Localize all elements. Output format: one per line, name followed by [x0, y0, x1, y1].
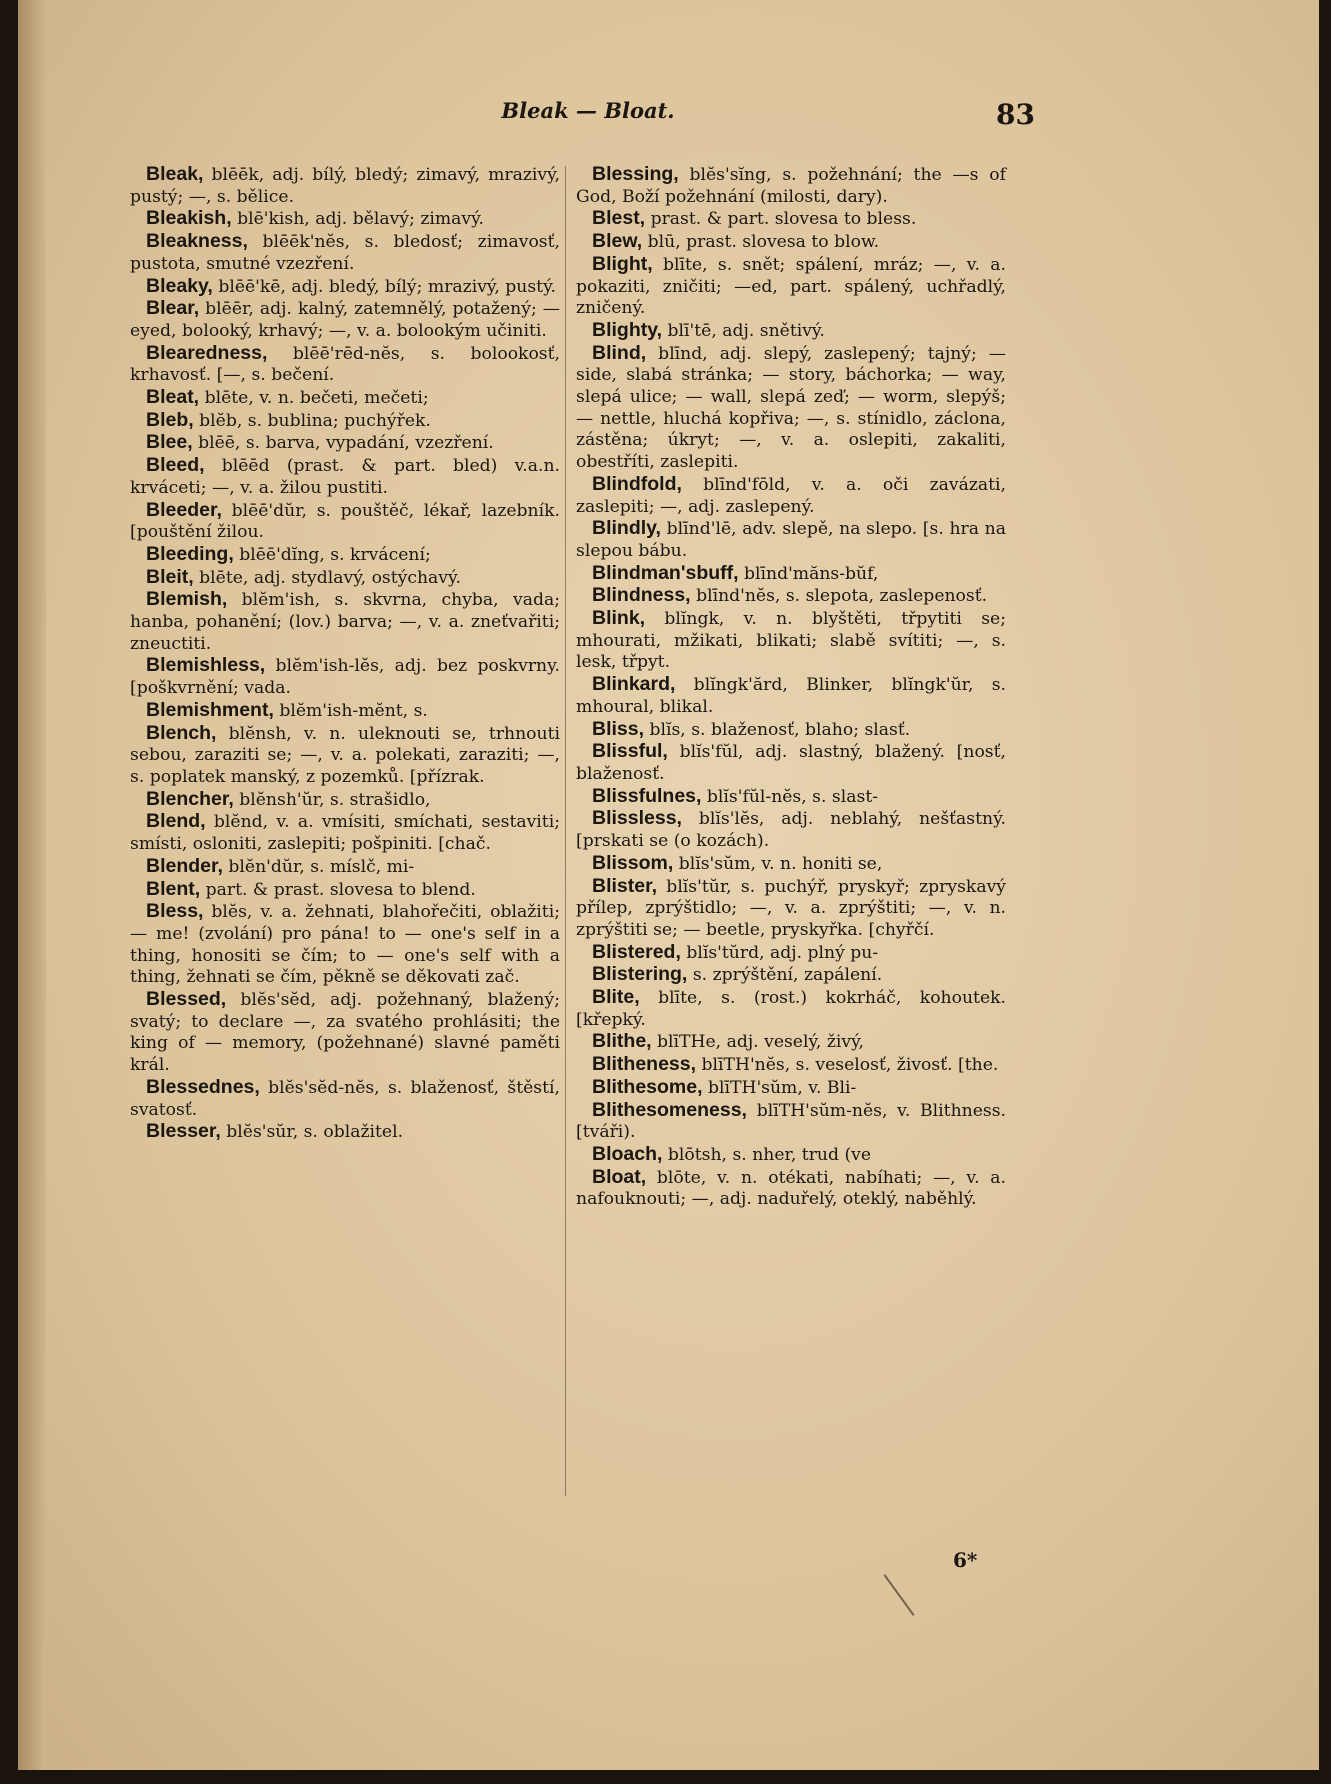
entry-headword: Blender, [146, 854, 223, 877]
dictionary-entry [130, 410, 560, 433]
entry-headword: Blink, [592, 607, 646, 630]
dictionary-entry [130, 723, 560, 789]
entry-headword: Bleeder, [146, 498, 222, 521]
dictionary-entry [130, 343, 560, 387]
entry-definition: blĕnd, v. a. vmísiti, smíchati, sestaviti; smísti, osloniti, zaslepiti; pošpiniti. [chač. [130, 812, 560, 855]
entry-headword: Bleakness, [146, 230, 248, 253]
entry-definition: blĕnsh'ŭr, s. strašidlo, [233, 789, 431, 810]
dictionary-entry [576, 608, 1006, 674]
entry-headword: Bleak, [146, 163, 204, 185]
entry-headword: Blister, [592, 874, 658, 897]
dictionary-entry [576, 942, 1006, 965]
entry-headword: Blencher, [146, 787, 234, 810]
page-number: 83 [996, 98, 1035, 131]
entry-headword: Blithesome, [592, 1075, 703, 1098]
entry-headword: Bless, [146, 900, 204, 923]
dictionary-entry [576, 208, 1006, 231]
entry-definition: blĕs'sĕd, adj. požehnaný, blažený; svatý; to declare —, za svatého prohlásiti; the king of — memory, (požehnané) slavné paměti král. [130, 990, 560, 1076]
entry-headword: Blearedness, [146, 341, 268, 364]
dictionary-entry [576, 853, 1006, 876]
entry-headword: Blinkard, [592, 673, 676, 696]
entry-definition: blōte, v. n. otékati, nabíhati; —, v. a. nafouknouti; —, adj. naduřelý, oteklý, naběhlý. [576, 1167, 1006, 1210]
dictionary-entry [130, 276, 560, 299]
dictionary-entry [130, 901, 560, 989]
entry-definition: blū, prast. slovesa to blow. [642, 232, 880, 253]
dictionary-entry [130, 700, 560, 723]
entry-headword: Blent, [146, 877, 201, 900]
dictionary-entry [576, 741, 1006, 785]
entry-definition: blĕs, v. a. žehnati, blahořečiti, oblažiti; — me! (zvolání) pro pána! to — one's self in a thing, honositi se čím; to — one's self with a thing, žehnati se čím, pěkně se děkovati zač. [130, 902, 560, 988]
dictionary-entry [576, 343, 1006, 474]
dictionary-entry [130, 856, 560, 879]
entry-definition: blēte, v. n. bečeti, mečeti; [199, 388, 429, 409]
entry-headword: Bleeding, [146, 542, 234, 565]
dictionary-entry [130, 432, 560, 455]
entry-headword: Blindly, [592, 517, 661, 540]
entry-definition: blīte, s. snět; spálení, mráz; —, v. a. pokaziti, zničiti; —ed, part. spálený, uchřadlý, zničený. [576, 254, 1006, 319]
entry-definition: blī'tē, adj. snětivý. [662, 320, 825, 341]
dictionary-entry [576, 231, 1006, 254]
entry-headword: Blissom, [592, 851, 674, 874]
dictionary-entry [576, 1167, 1006, 1211]
entry-headword: Blistered, [592, 940, 681, 963]
entry-definition: blĕs'sĭng, s. požehnání; the —s of God, Boží požehnání (milosti, dary). [576, 165, 1006, 207]
entry-headword: Blessednes, [146, 1075, 260, 1098]
dictionary-entry [576, 964, 1006, 987]
dictionary-entry [576, 1077, 1006, 1100]
entry-headword: Blindman'sbuff, [592, 561, 739, 584]
entry-definition: blĕn'dŭr, s. míslč, mi- [222, 856, 415, 877]
right-column [576, 164, 1006, 1211]
entry-definition: blēē'dŭr, s. pouštěč, lékař, lazebník. [pouštění žilou. [130, 500, 560, 543]
entry-definition: blīTH'sŭm, v. Bli- [702, 1077, 857, 1098]
entry-definition: blēēk, adj. bílý, bledý; zimavý, mrazivý, pustý; —, s. bělice. [130, 165, 560, 207]
entry-definition: blĕs'sĕd-nĕs, s. blaženosť, štěstí, svatosť. [130, 1077, 560, 1120]
dictionary-entry [130, 989, 560, 1077]
entry-definition: blīnd'nĕs, s. slepota, zaslepenosť. [690, 586, 988, 607]
entry-definition: blĭs'fŭl, adj. slastný, blažený. [nosť, blaženosť. [576, 742, 1006, 784]
dictionary-entry [576, 1054, 1006, 1077]
running-header: Bleak — Bloat. [501, 98, 675, 123]
entry-definition: blĭs'fŭl-nĕs, s. slast- [701, 786, 879, 807]
entry-definition: blĭngk, v. n. blyštěti, třpytiti se; mhourati, mžikati, blikati; slabě svítiti; —, s. lesk, třpyt. [576, 609, 1006, 673]
entry-headword: Blest, [592, 207, 646, 230]
entry-definition: blīnd'lē, adv. slepě, na slepo. [s. hra na slepou bábu. [576, 519, 1006, 561]
entry-definition: blĭs, s. blaženosť, blaho; slasť. [644, 719, 911, 740]
entry-definition: blēte, adj. stydlavý, ostýchavý. [193, 567, 461, 588]
entry-definition: blīTH'nĕs, s. veselosť, živosť. [the. [696, 1055, 999, 1076]
entry-headword: Blitheness, [592, 1053, 697, 1076]
entry-definition: s. zprýštění, zapálení. [687, 965, 883, 986]
entry-definition: blīte, s. (rost.) kokrháč, kohoutek. [křepký. [576, 988, 1006, 1030]
entry-headword: Blemishless, [146, 654, 266, 677]
dictionary-entry [130, 655, 560, 699]
entry-headword: Blear, [146, 297, 200, 320]
dictionary-entry [130, 811, 560, 855]
entry-headword: Blee, [146, 431, 193, 454]
dictionary-entry [130, 231, 560, 275]
entry-headword: Blissless, [592, 807, 682, 830]
entry-headword: Blessed, [146, 988, 227, 1011]
dictionary-entry [576, 876, 1006, 942]
dictionary-entry [576, 320, 1006, 343]
dictionary-entry [576, 786, 1006, 809]
entry-definition: blēē'kē, adj. bledý, bílý; mrazivý, pustý. [212, 276, 556, 297]
entry-headword: Bloat, [592, 1165, 647, 1188]
entry-definition: blīnd'fōld, v. a. oči zavázati, zaslepiti; —, adj. zaslepený. [576, 474, 1006, 517]
dictionary-entry [130, 500, 560, 544]
entry-definition: blē'kish, adj. bělavý; zimavý. [231, 209, 485, 230]
signature-mark: 6* [953, 1548, 978, 1572]
entry-headword: Blissfulnes, [592, 784, 702, 807]
dictionary-entry [130, 589, 560, 655]
entry-definition: blĕs'sŭr, s. oblažitel. [220, 1122, 404, 1143]
dictionary-entry [130, 208, 560, 231]
entry-definition: blĭs'tŭr, s. puchýř, pryskyř; zpryskavý přílep, zprýštidlo; —, v. a. zprýštiti; —, v. n. zprýštiti se; — beetle, pryskyřka. [chyřčí. [576, 876, 1006, 940]
entry-headword: Bleakish, [146, 207, 232, 230]
entry-definition: blĭs'lĕs, adj. neblahý, nešťastný. [prskati se (o kozách). [576, 809, 1006, 852]
entry-definition: blĕm'ish, s. skvrna, chyba, vada; hanba, pohanění; (lov.) barva; —, v. a. zneťvařiti; zneuctiti. [130, 590, 560, 654]
dictionary-entry [576, 1100, 1006, 1144]
entry-headword: Bleb, [146, 408, 194, 431]
entry-definition: blēēd (prast. & part. bled) v.a.n. krváceti; —, v. a. žilou pustiti. [130, 456, 560, 498]
dictionary-entry [130, 455, 560, 499]
entry-definition: blēēk'nĕs, s. bledosť; zimavosť, pustota, smutné vzezření. [130, 232, 560, 274]
entry-definition: part. & prast. slovesa to blend. [200, 879, 476, 900]
entry-definition: blīnd'măns-bŭf, [738, 563, 879, 584]
entry-definition: prast. & part. slovesa to bless. [645, 209, 917, 230]
dictionary-entry [576, 808, 1006, 852]
entry-definition: blēēr, adj. kalný, zatemnělý, potažený; — eyed, bolooký, krhavý; —, v. a. bolookým učiniti. [130, 299, 560, 341]
entry-headword: Blindness, [592, 584, 691, 607]
entry-definition: blĕm'ish-mĕnt, s. [273, 700, 428, 721]
entry-headword: Blithe, [592, 1030, 652, 1053]
dictionary-entry [576, 474, 1006, 518]
dictionary-entry [576, 585, 1006, 608]
dictionary-entry [576, 518, 1006, 562]
entry-headword: Blithesomeness, [592, 1098, 747, 1121]
column-divider [565, 166, 566, 1496]
dictionary-entry [130, 1121, 560, 1144]
dictionary-entry [576, 674, 1006, 718]
entry-headword: Blissful, [592, 740, 668, 763]
dictionary-entry [130, 164, 560, 208]
entry-definition: blīTH'sŭm-nĕs, v. Blithness. [tváři). [576, 1100, 1006, 1143]
entry-headword: Blench, [146, 721, 217, 744]
entry-definition: blēē, s. barva, vypadání, vzezření. [192, 433, 494, 454]
entry-headword: Blind, [592, 341, 647, 364]
entry-definition: blĭs'tŭrd, adj. plný pu- [680, 942, 879, 963]
dictionary-entry [576, 987, 1006, 1031]
entry-headword: Blight, [592, 252, 653, 275]
entry-definition: blēē'rēd-nĕs, s. bolookosť, krhavosť. [—, s. bečení. [130, 343, 560, 386]
dictionary-page [18, 0, 1319, 1770]
entry-definition: blĕm'ish-lĕs, adj. bez poskvrny. [poškvrnění; vada. [130, 656, 560, 699]
entry-headword: Blighty, [592, 318, 663, 341]
dictionary-entry [130, 1077, 560, 1121]
left-column [130, 164, 560, 1144]
entry-headword: Blemish, [146, 588, 228, 611]
dictionary-entry [130, 567, 560, 590]
entry-headword: Blistering, [592, 963, 688, 986]
dictionary-entry [576, 1031, 1006, 1054]
dictionary-entry [130, 789, 560, 812]
entry-definition: blōtsh, s. nher, trud (ve [662, 1144, 872, 1165]
entry-definition: blīTHe, adj. veselý, živý, [651, 1032, 864, 1053]
dictionary-entry [576, 719, 1006, 742]
entry-headword: Blindfold, [592, 472, 682, 495]
entry-headword: Bleat, [146, 386, 200, 409]
entry-headword: Blessing, [592, 163, 679, 185]
entry-headword: Bliss, [592, 717, 645, 740]
entry-headword: Bleit, [146, 565, 194, 588]
entry-headword: Bleed, [146, 454, 205, 477]
entry-headword: Blew, [592, 230, 643, 253]
entry-definition: blīnd, adj. slepý, zaslepený; tajný; — side, slabá stránka; — story, báchorka; — way, slepá ulice; — wall, slepá zeď; — worm, slepýš; — nettle, hluchá kopřiva; —, s. stínidlo, záclona, zástěna; úkryt; —, v. a. oslepiti, zakaliti, obestříti, zaslepiti. [576, 343, 1006, 473]
entry-definition: blĕnsh, v. n. uleknouti se, trhnouti sebou, zaraziti se; —, v. a. polekati, zaraziti; —, s. poplatek manský, z pozemků. [přízrak. [130, 723, 560, 787]
entry-headword: Blite, [592, 986, 640, 1009]
dictionary-entry [576, 1144, 1006, 1167]
entry-headword: Blemishment, [146, 698, 274, 721]
dictionary-entry [576, 164, 1006, 208]
dictionary-entry [130, 298, 560, 342]
book-spine-shadow [18, 0, 46, 1770]
entry-headword: Blend, [146, 810, 206, 833]
dictionary-entry [576, 254, 1006, 320]
entry-headword: Blesser, [146, 1120, 221, 1143]
entry-definition: blēē'dĭng, s. krvácení; [233, 544, 431, 565]
stray-pen-mark [883, 1574, 914, 1616]
dictionary-entry [130, 387, 560, 410]
entry-headword: Bleaky, [146, 274, 213, 297]
entry-definition: blĕb, s. bublina; puchýřek. [193, 410, 431, 431]
dictionary-entry [130, 544, 560, 567]
entry-definition: blĭngk'ărd, Blinker, blĭngk'ŭr, s. mhoural, blikal. [576, 675, 1006, 717]
dictionary-entry [130, 879, 560, 902]
entry-headword: Bloach, [592, 1142, 663, 1165]
entry-definition: blĭs'sŭm, v. n. honiti se, [673, 853, 883, 874]
dictionary-entry [576, 563, 1006, 586]
